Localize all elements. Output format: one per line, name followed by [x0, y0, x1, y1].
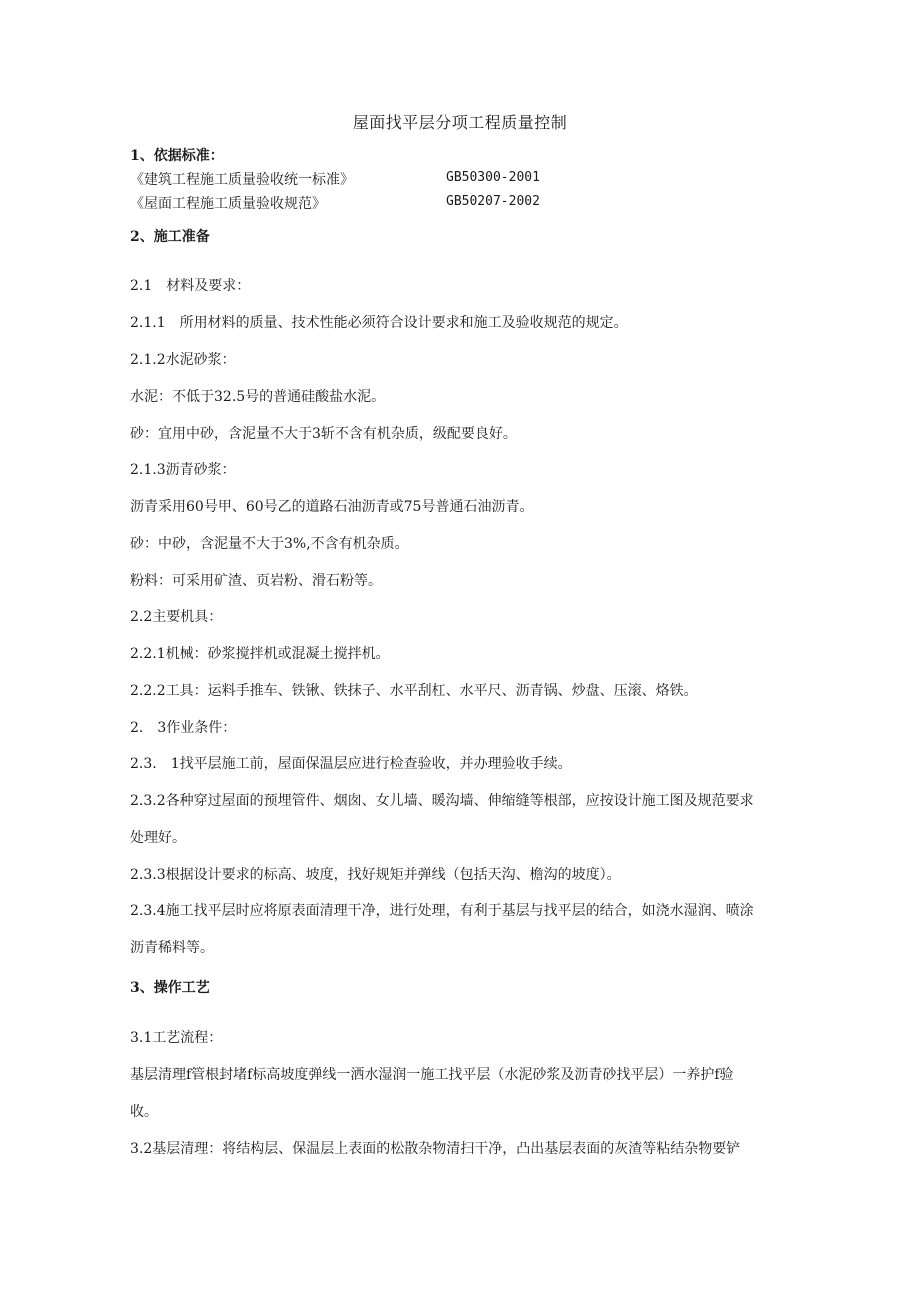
- standard-name: 《建筑工程施工质量验收统一标准》: [130, 172, 354, 188]
- section-heading-preparation: 2、施工准备: [130, 229, 210, 245]
- paragraph-line: 2.1.3沥青砂浆：: [130, 462, 236, 478]
- standard-code: GB50207-2002: [446, 194, 540, 209]
- paragraph-line: 水泥：不低于32.5号的普通硅酸盐水泥。: [130, 389, 386, 405]
- standard-code: GB50300-2001: [446, 170, 540, 185]
- paragraph-line: 2.3. 1找平层施工前，屋面保温层应进行检查验收，并办理验收手续。: [130, 756, 572, 772]
- section-heading-process: 3、操作工艺: [130, 980, 210, 996]
- paragraph-line: 基层清理f管根封堵f标高坡度弹线一洒水湿润一施工找平层（水泥砂浆及沥青砂找平层）一养护f验: [130, 1067, 734, 1083]
- section-heading-standards: 1、依据标准：: [130, 148, 224, 164]
- paragraph-line: 砂：中砂，含泥量不大于3%,不含有机杂质。: [130, 536, 409, 552]
- paragraph-line: 沥青采用60号甲、60号乙的道路石油沥青或75号普通石油沥青。: [130, 499, 534, 515]
- paragraph-line: 2.2.1机械：砂浆搅拌机或混凝土搅拌机。: [130, 646, 390, 662]
- paragraph-line: 收。: [130, 1104, 158, 1120]
- paragraph-line: 砂：宜用中砂，含泥量不大于3斩不含有机杂质，级配要良好。: [130, 426, 517, 442]
- paragraph-line: 2.2.2工具：运料手推车、铁锹、铁抹子、水平刮杠、水平尺、沥青锅、炒盘、压滚、烙铁。: [130, 683, 698, 699]
- paragraph-line: 2.1.1 所用材料的质量、技术性能必须符合设计要求和施工及验收规范的规定。: [130, 315, 628, 331]
- paragraph-line: 2.1.2水泥砂浆：: [130, 352, 236, 368]
- paragraph-line: 2.3.4施工找平层时应将原表面清理干净，进行处理，有利于基层与找平层的结合，如浇水湿润、喷涂: [130, 903, 754, 919]
- paragraph-line: 3.2基层清理：将结构层、保温层上表面的松散杂物清扫干净，凸出基层表面的灰渣等粘结杂物要铲: [130, 1141, 741, 1157]
- page-title: 屋面找平层分项工程质量控制: [352, 113, 568, 132]
- paragraph-line: 2.3.3根据设计要求的标高、坡度，找好规矩并弹线（包括天沟、檐沟的坡度）。: [130, 867, 621, 883]
- paragraph-line: 2.2主要机具：: [130, 609, 223, 625]
- standard-name: 《屋面工程施工质量验收规范》: [130, 196, 326, 212]
- paragraph-line: 2.1 材料及要求：: [130, 278, 251, 294]
- paragraph-line: 2.3.2各种穿过屋面的预埋管件、烟囱、女儿墙、暖沟墙、伸缩缝等根部，应按设计施工图及规范要求: [130, 793, 754, 809]
- paragraph-line: 沥青稀料等。: [130, 940, 214, 956]
- paragraph-line: 粉料：可采用矿渣、页岩粉、滑石粉等。: [130, 573, 382, 589]
- paragraph-line: 3.1工艺流程：: [130, 1030, 223, 1046]
- paragraph-line: 2. 3作业条件：: [130, 720, 237, 736]
- paragraph-line: 处理好。: [130, 830, 186, 846]
